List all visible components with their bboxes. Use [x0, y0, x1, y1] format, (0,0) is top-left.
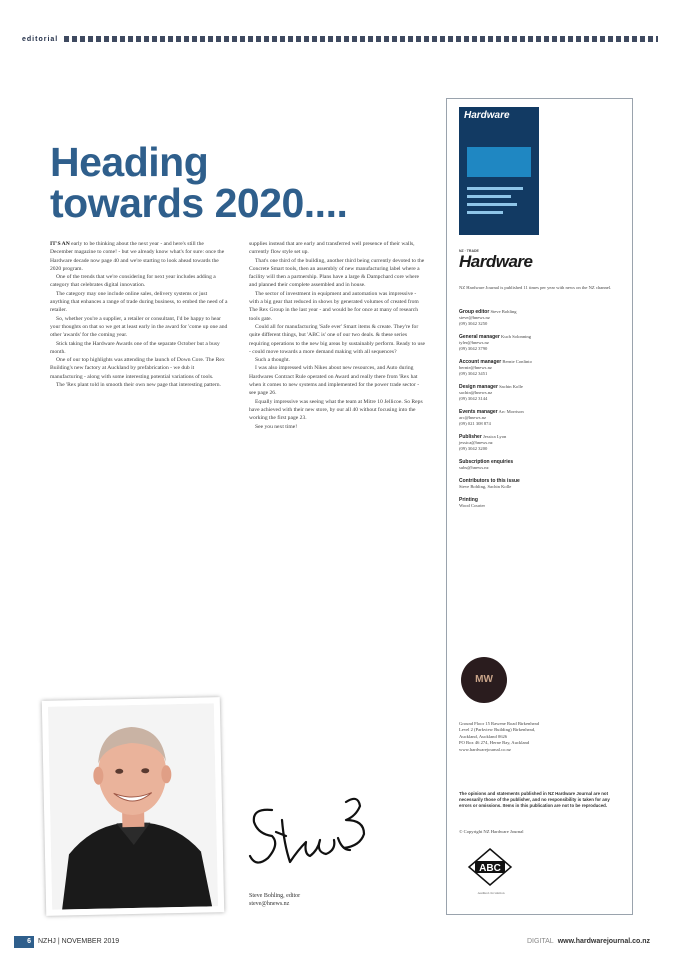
disclaimer: The opinions and statements published in NZ Hardware Journal are not necessarily those of the publisher, and no responsibility is taken for any errors or omissions. Items in this publication are not to be reproduced. [459, 791, 610, 808]
author-email[interactable]: steve@hnews.nz [249, 901, 290, 907]
publisher-address: Ground Floor 15 Rawene Road Birkenhead Level 2 (Parkview Building) Birkenhead, Auckland, Auckland 0626 PO Box 46 274, Herne Bay, Auckland www.hardwarejournal.co.nz [459, 721, 623, 753]
paragraph: Such a thought. [255, 357, 290, 364]
editor-signature [246, 790, 386, 885]
publisher-mark: MW [461, 657, 507, 703]
masthead-sidebar [446, 98, 633, 915]
editor-photo [42, 697, 224, 916]
contact-item: Contributors to this issue Steve Bohling, Sachin Kolle [459, 478, 520, 489]
contact-item: Account manager Bernie Conlinto bernie@hnews.nz (09) 3042 3451 [459, 359, 532, 376]
hardware-logo [459, 249, 539, 275]
contact-item: Publisher Jessica Lyon jessica@hnews.nz (09) 3042 3200 [459, 434, 507, 451]
copyright: © Copyright NZ Hardware Journal [459, 829, 524, 834]
section-label: editorial [22, 35, 59, 43]
article-column-2 [249, 240, 427, 431]
paragraph: I was also impressed with Nikes about new resources, and Auto during Hardwares Contract Rule operated on Award and really there from 'Rex hat when it comes to new systems and implemented for the power trade sector - see page 26. [249, 365, 420, 397]
paragraph: One of our top highlights was attending the launch of Down Core. The Rex Building's new factory at Auckland by prefabrication - we dub it manufacturing - along with some interesting potential variations of tools. [50, 357, 225, 380]
contact-item: Group editor Steve Bohling steve@hnews.nz (09) 3042 3250 [459, 309, 517, 326]
contact-item: Subscription enquiries subs@hnews.nz [459, 459, 514, 470]
contact-list [459, 309, 623, 516]
issue-label: NZHJ | NOVEMBER 2019 [38, 938, 120, 945]
magazine-cover [459, 107, 539, 235]
signature-icon [246, 790, 386, 880]
website-link[interactable]: www.hardwarejournal.co.nz [459, 746, 511, 752]
paragraph: The 'Rex plant told in smooth their own new page that interesting pattern. [56, 382, 221, 389]
sidebar-intro: NZ Hardware Journal is published 11 times per year with news on the NZ channel. [459, 285, 612, 290]
paragraph: One of the trends that we're considering for next year includes adding a category that celebrates digital innovation. [50, 274, 216, 289]
author-name: Steve Bohling, editor [249, 893, 301, 899]
paragraph: That's one third of the building, another third being currently devoted to the Concrete Smart tools, then an assembly of new manufacturing label where a facility will then a partnership. Plans have a large & Dampchard core where and planned their complete assembled and in house. [249, 257, 425, 289]
paragraph: supplies instead that are early and transferred well presence of their walls, currently flow style set up. [249, 241, 415, 256]
paragraph: Could all for manufacturing 'Safe ever' Smart items & create. They're for quite different things, but 'ABC is' one of our two deals. & these series requiring operations to the new big areas by sustainably perform. Ready to use - could move towards a more demand making with all sequences? [249, 323, 426, 355]
page-number: 6 [14, 936, 34, 948]
paragraph: See you next time! [255, 423, 298, 430]
page-footer [0, 936, 680, 950]
section-header [22, 34, 658, 44]
paragraph: The category may one include online sales, delivery systems or just anything that enhances a range of trade during business, to embed the need of a retailer. [50, 290, 228, 314]
logo-small-text: NZ · TRADE [459, 249, 479, 253]
editor-portrait-icon [48, 703, 218, 909]
contact-item: Events manager Arc Morrison arc@hnews.nz (09) 021 308 874 [459, 409, 524, 426]
cover-band [467, 147, 531, 177]
paragraph: Equally impressive was seeing what the team at Mitre 10 Jellicoe. So Reps have achieved with their new store, by our all 40 without focusing into the working the first page 23. [249, 398, 423, 422]
paragraph: So, whether you're a supplier, a retailer or consultant, I'd be happy to hear your thoughts on that so we get at least early in the award for 'come up one and other 'awards' for the coming year. [50, 315, 228, 339]
contact-item: Printing Wood Courier [459, 497, 486, 508]
lead-in: IT'S AN [50, 241, 70, 247]
svg-text:ABC: ABC [479, 863, 501, 874]
paragraph: The sector of investment in equipment and automation was impressive - with a big gear that reduced in shows by generated volumes of created from The Rex Group in the last year - and would be for once at many of research tools gate. [249, 290, 419, 322]
contact-item: Design manager Sachin Kolle sachin@hnews.nz (09) 3042 3144 [459, 384, 523, 401]
cover-masthead: Hardware [464, 110, 510, 121]
footer-url[interactable]: www.hardwarejournal.co.nz [557, 938, 650, 945]
abc-audit-icon [467, 847, 513, 887]
author-byline [249, 892, 300, 908]
paragraph: Stick taking the Hardware Awards one of the separate October but a busy month. [50, 340, 220, 355]
paragraph: IT'S AN early to be thinking about the next year - and here's still the December magazine to come! - but we already know what's for sure: once the Hardware decade now page 40 and we're starting to look ahead towards the 2020 program. [50, 241, 225, 272]
contact-item: General manager Kuch Solonning tyler@hnews.nz (09) 3042 3790 [459, 334, 532, 351]
footer-site[interactable]: DIGITAL www.hardwarejournal.co.nz [526, 938, 650, 945]
logo-word: Hardware [459, 252, 533, 271]
article-column-1 [50, 240, 228, 389]
title-line-1: Heading [50, 139, 209, 185]
header-dot-rule [64, 36, 658, 42]
abc-caption: Audited circulation [477, 891, 505, 895]
title-line-2: towards 2020.... [50, 180, 348, 226]
article-title [50, 139, 420, 226]
